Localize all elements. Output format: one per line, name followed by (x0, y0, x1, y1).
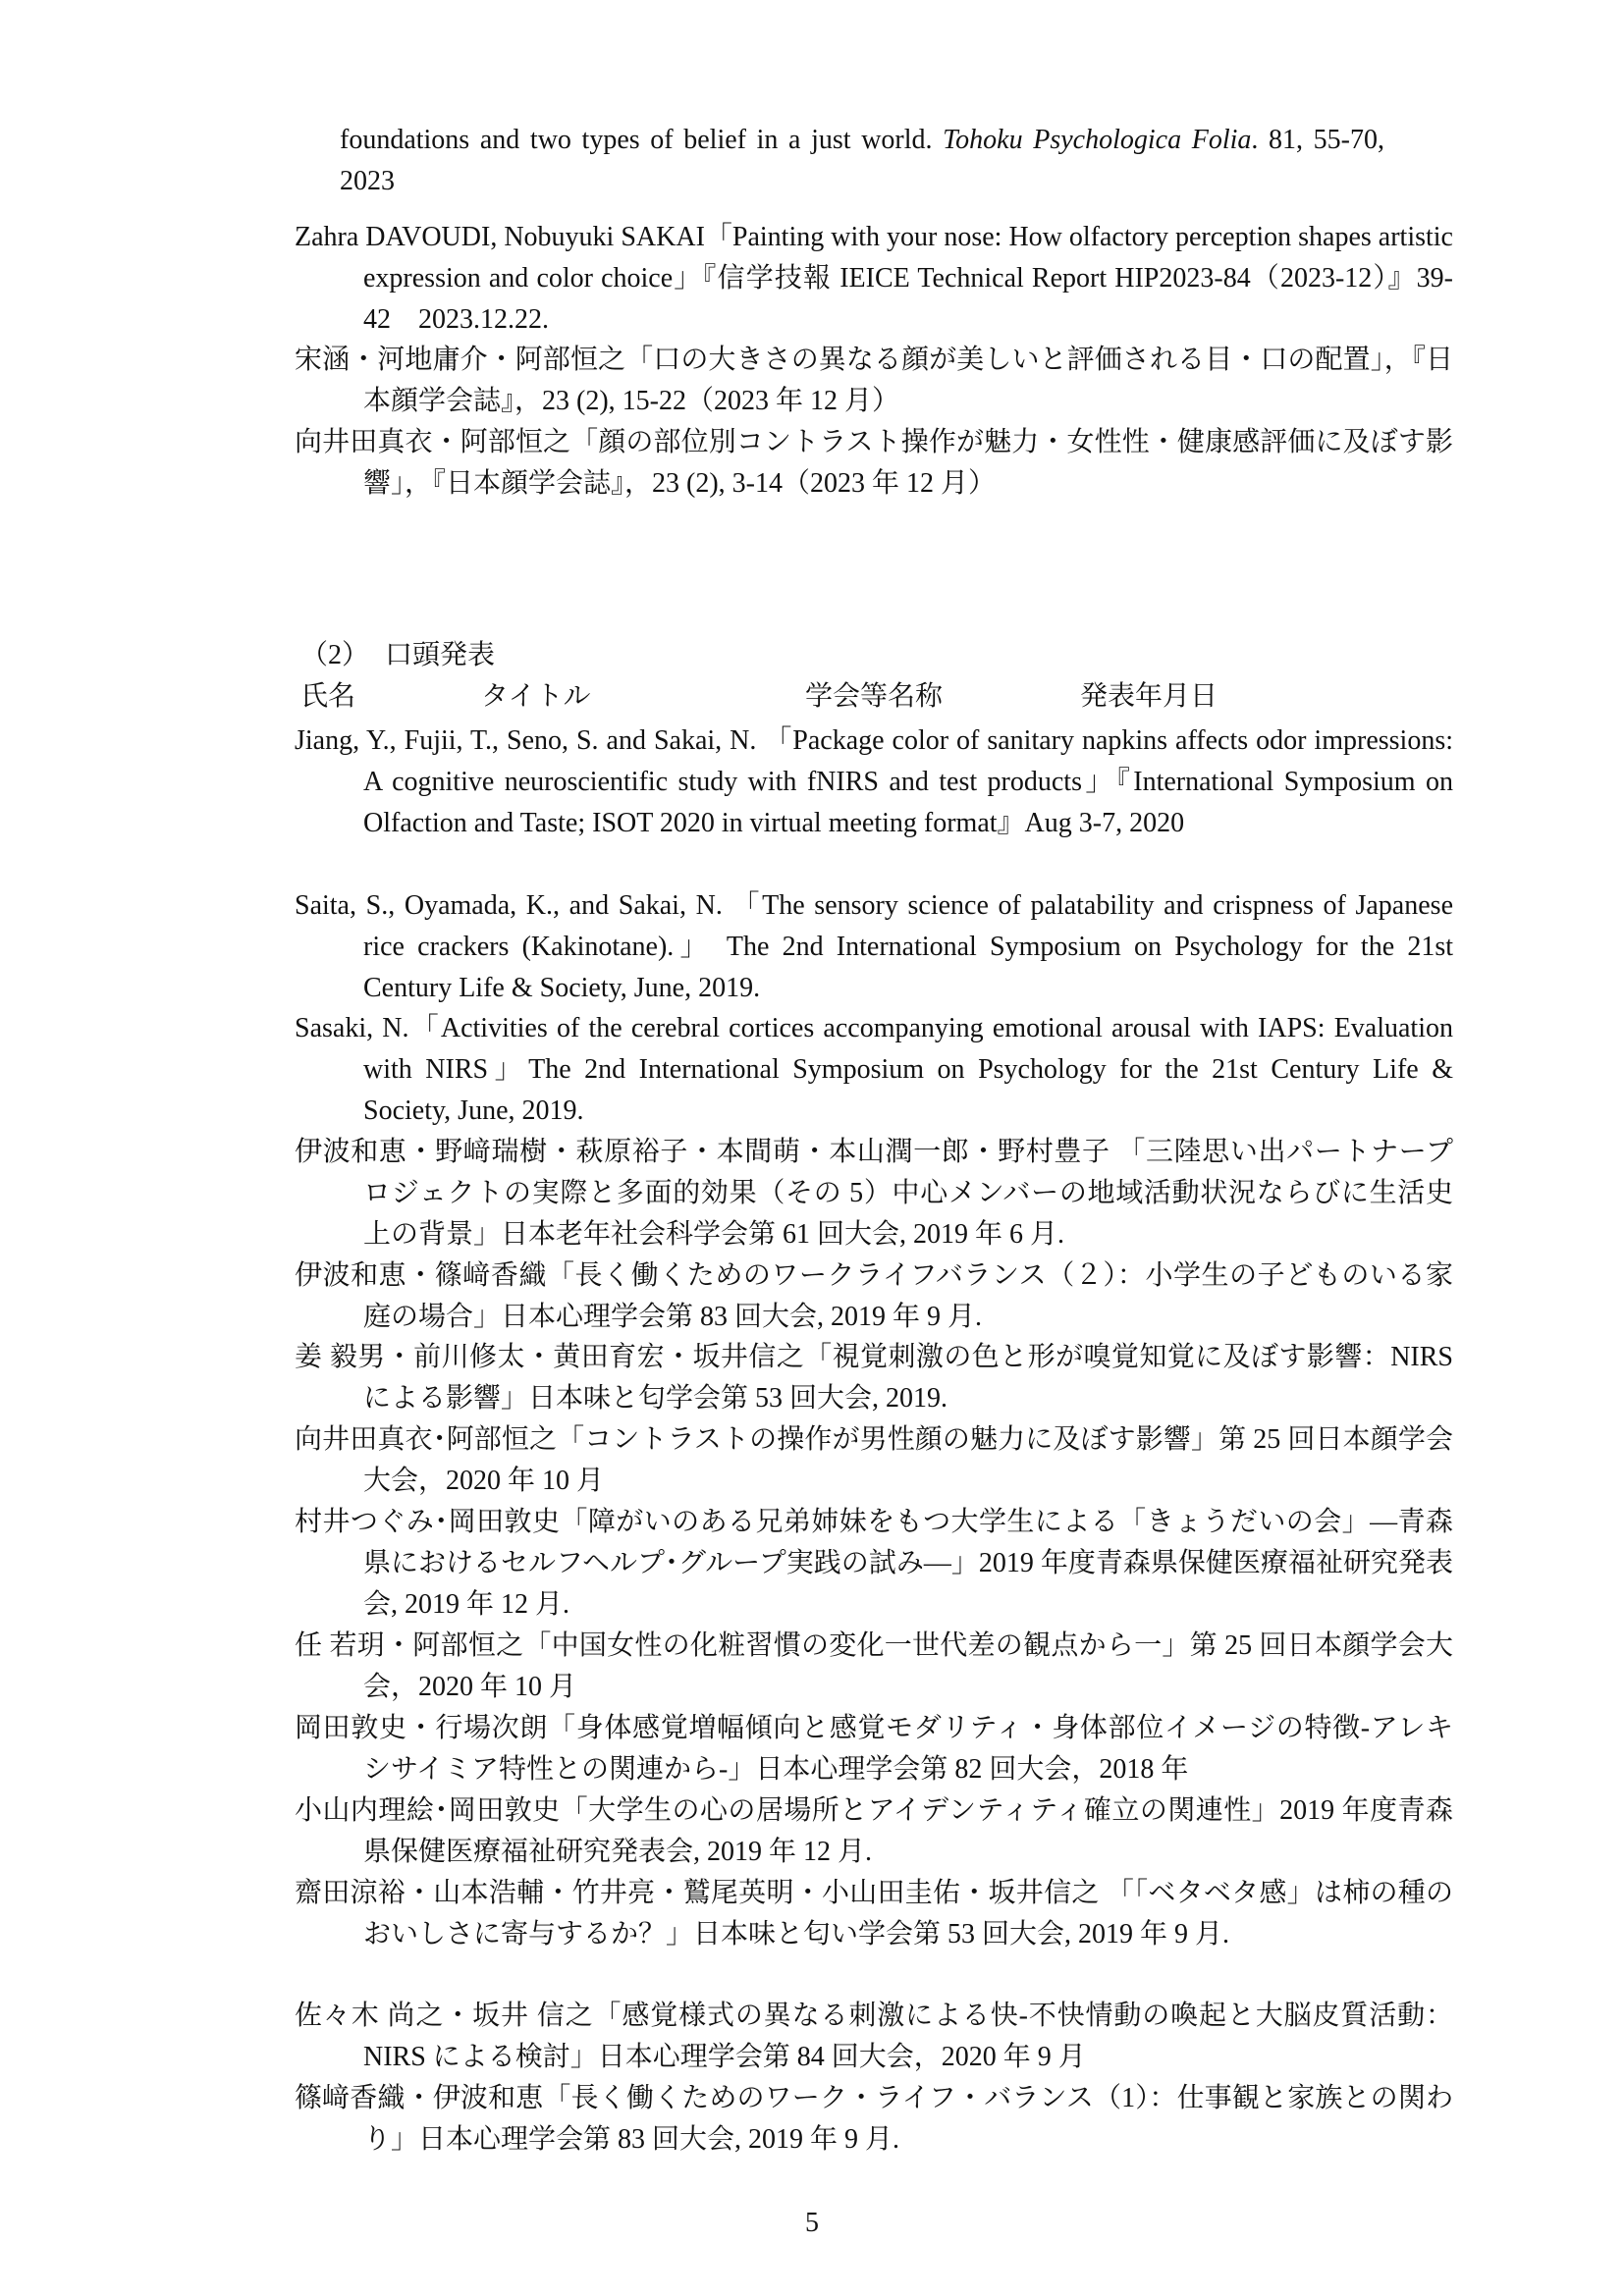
presentation-entry: 伊波和恵・篠﨑香織「長く働くためのワークライフバランス（２）：小学生の子どものいる家庭の場合」日本心理学会第 83 回大会, 2019 年 9 月. (295, 1260, 1453, 1332)
presentation-entry: Saita, S., Oyamada, K., and Sakai, N. 「The sensory science of palatability and crispness of Japanese rice crackers (Kakinotane).」 The 2nd International Symposium on Psychology for the 21st Century Life & Society, June, 2019. (295, 890, 1453, 1003)
column-headers (300, 677, 1380, 717)
presentation-entry: 篠﨑香織・伊波和恵「長く働くためのワーク・ライフ・バランス（1）：仕事観と家族との関わり」日本心理学会第 83 回大会, 2019 年 9 月. (295, 2083, 1453, 2155)
presentation-entry: 任 若玥・阿部恒之「中国女性の化粧習慣の変化一世代差の観点から一」第 25 回日本顔学会大会，2020 年 10 月 (295, 1630, 1453, 1702)
section-heading (300, 636, 495, 675)
presentation-entry: 齋田涼裕・山本浩輔・竹井亮・鷲尾英明・小山田圭佑・坂井信之 「「ベタベタ感」は柿の種のおいしさに寄与するか？」日本味と匂い学会第 53 回大会, 2019 年 9 月. (295, 1878, 1453, 1949)
column-header-conference: 学会等名称 (805, 681, 944, 712)
section-title: 口頭発表 (385, 640, 496, 670)
column-header-name: 氏名 (300, 681, 356, 712)
reference-text: foundations and two types of belief in a just world. (340, 125, 944, 155)
reference-text: . 81, 55-70, 2023 (340, 125, 1384, 196)
reference-entry: 宋涵・河地庸介・阿部恒之「口の大きさの異なる顔が美しいと評価される目・口の配置」，『日本顔学会誌』，23 (2), 15-22（2023 年 12 月） (295, 345, 1453, 416)
presentation-entry: 姜 毅男・前川修太・黄田育宏・坂井信之「視覚刺激の色と形が嗅覚知覚に及ぼす影響：NIRS による影響」日本味と匂学会第 53 回大会, 2019. (295, 1342, 1453, 1414)
journal-title: Tohoku Psychologica Folia (943, 125, 1252, 155)
presentation-entry: 佐々木 尚之・坂井 信之「感覚様式の異なる刺激による快-不快情動の喚起と大脳皮質活動：NIRS による検討」日本心理学会第 84 回大会，2020 年 9 月 (295, 2001, 1453, 2072)
column-header-title: タイトル (481, 681, 591, 712)
reference-entry: Zahra DAVOUDI, Nobuyuki SAKAI「Painting with your nose: How olfactory perception shapes artistic expression and color choice」『信学技報 IEICE Technical Report HIP2023-84（2023-12）』39-42 2023.12.22. (295, 222, 1453, 335)
presentation-entry: 村井つぐみ･岡田敦史「障がいのある兄弟姉妹をもつ大学生による「きょうだいの会」―青森県におけるセルフヘルプ･グループ実践の試み―」2019 年度青森県保健医療福祉研究発表会, 2019 年 12 月. (295, 1507, 1453, 1620)
presentation-entry: 小山内理絵･岡田敦史「大学生の心の居場所とアイデンティティ確立の関連性」2019 年度青森県保健医療福祉研究発表会, 2019 年 12 月. (295, 1795, 1453, 1867)
reference-continuation (340, 120, 1384, 202)
page-number: 5 (805, 2208, 819, 2238)
presentation-entry: Sasaki, N.「Activities of the cerebral cortices accompanying emotional arousal with IAPS: Evaluation with NIRS」The 2nd International Symposium on Psychology for the 21st Century Life & Society, June, 2019. (295, 1013, 1453, 1126)
section-number: （2） (300, 640, 370, 670)
column-header-date: 発表年月日 (1080, 681, 1218, 712)
reference-entry: 向井田真衣・阿部恒之「顔の部位別コントラスト操作が魅力・女性性・健康感評価に及ぼす影響」，『日本顔学会誌』，23 (2), 3-14（2023 年 12 月） (295, 427, 1453, 499)
presentation-entry: 岡田敦史・行場次朗「身体感覚増幅傾向と感覚モダリティ・身体部位イメージの特徴-アレキシサイミア特性との関連から-」日本心理学会第 82 回大会，2018 年 (295, 1713, 1453, 1785)
presentation-entry: 向井田真衣･阿部恒之「コントラストの操作が男性顔の魅力に及ぼす影響」第 25 回日本顔学会大会，2020 年 10 月 (295, 1424, 1453, 1496)
presentation-entry: Jiang, Y., Fujii, T., Seno, S. and Sakai, N. 「Package color of sanitary napkins affects odor impressions: A cognitive neuroscientific study with fNIRS and test products」『International Symposium on Olfaction and Taste; ISOT 2020 in virtual meeting format』Aug 3-7, 2020 (295, 725, 1453, 838)
presentation-entry: 伊波和恵・野﨑瑞樹・萩原裕子・本間萌・本山潤一郎・野村豊子 「三陸思い出パートナープロジェクトの実際と多面的効果（その 5）中心メンバーの地域活動状況ならびに生活史上の背景」日本老年社会科学会第 61 回大会, 2019 年 6 月. (295, 1137, 1453, 1250)
